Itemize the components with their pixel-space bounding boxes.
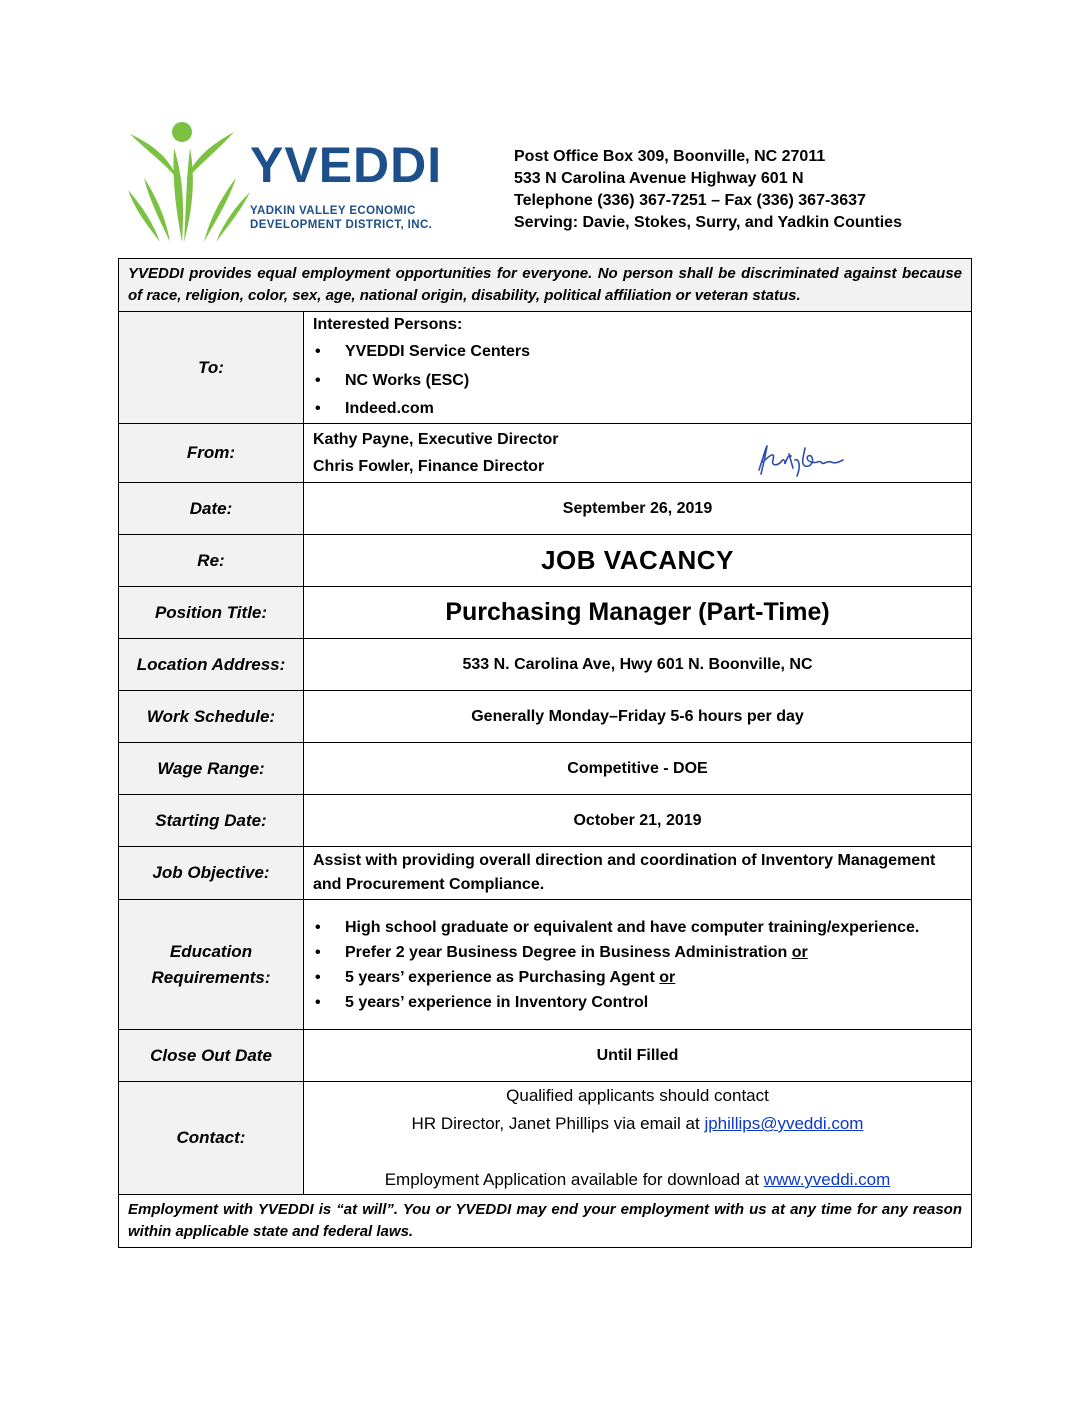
start-value: October 21, 2019 (304, 795, 972, 847)
at-will-notice (119, 1195, 972, 1248)
or-word: or (791, 943, 808, 961)
signature-icon (751, 440, 851, 480)
position-label: Position Title: (119, 587, 304, 639)
to-label: To: (119, 312, 304, 424)
notice-text: YVEDDI provides equal employment opportunities for everyone. No person shall be discriminated against because of race, religion, color, sex, age, national origin, disability, political affiliation or veteran status. (119, 259, 972, 312)
schedule-row (119, 691, 972, 743)
education-label-line1: Education (169, 941, 253, 961)
to-heading: Interested Persons: (313, 316, 463, 333)
list-item (313, 965, 962, 990)
contact-email-prefix: HR Director, Janet Phillips via email at (411, 1114, 700, 1133)
address-line: Telephone (336) 367-7251 – Fax (336) 367-3637 (514, 192, 866, 209)
education-label-line2: Requirements: (151, 967, 271, 987)
contact-line3 (304, 1166, 971, 1194)
education-list (313, 915, 962, 1015)
re-row (119, 535, 972, 587)
logo-subtitle-line2: DEVELOPMENT DISTRICT, INC. (250, 219, 433, 231)
location-label: Location Address: (119, 639, 304, 691)
address-line: Post Office Box 309, Boonville, NC 27011 (514, 148, 826, 165)
education-item-text: 5 years’ experience as Purchasing Agent (345, 968, 655, 986)
list-item: • High school graduate or equivalent and have computer training/experience. (313, 915, 962, 940)
leaf-figure-icon (126, 120, 250, 244)
education-row (119, 900, 972, 1030)
date-row (119, 483, 972, 535)
contact-line1: Qualified applicants should contact (506, 1086, 769, 1105)
to-value (304, 312, 972, 424)
email-link[interactable]: jphillips@yveddi.com (704, 1114, 864, 1133)
logo-name: YVEDDI (250, 137, 443, 193)
contact-spacer (304, 1138, 971, 1166)
list-item (313, 940, 962, 965)
contact-label: Contact: (119, 1082, 304, 1195)
close-row (119, 1030, 972, 1082)
logo-subtitle (250, 204, 432, 232)
address-line: Serving: Davie, Stokes, Surry, and Yadkin Counties (514, 214, 902, 231)
objective-row (119, 847, 972, 900)
from-value (304, 424, 972, 483)
wage-label: Wage Range: (119, 743, 304, 795)
application-prefix: Employment Application available for download at (384, 1170, 759, 1189)
re-label: Re: (119, 535, 304, 587)
date-value: September 26, 2019 (304, 483, 972, 535)
education-label (119, 900, 304, 1030)
location-value: 533 N. Carolina Ave, Hwy 601 N. Boonville, NC (304, 639, 972, 691)
education-value (304, 900, 972, 1030)
education-item-text: Prefer 2 year Business Degree in Business Administration (345, 943, 788, 961)
position-row (119, 587, 972, 639)
start-label: Starting Date: (119, 795, 304, 847)
contact-value (304, 1082, 972, 1195)
from-row (119, 424, 972, 483)
vacancy-table (118, 258, 972, 1248)
footer-text: Employment with YVEDDI is “at will”. You or YVEDDI may end your employment with us at any time for any reason within applicable state and federal laws. (119, 1195, 972, 1248)
objective-label: Job Objective: (119, 847, 304, 900)
office-address (514, 146, 902, 234)
wage-row (119, 743, 972, 795)
equal-opportunity-notice (119, 259, 972, 312)
yveddi-logo (126, 120, 456, 244)
logo-subtitle-line1: YADKIN VALLEY ECONOMIC (250, 205, 416, 217)
date-label: Date: (119, 483, 304, 535)
from-label: From: (119, 424, 304, 483)
objective-value: Assist with providing overall direction and coordination of Inventory Management and Procurement Compliance. (304, 847, 972, 900)
close-value: Until Filled (304, 1030, 972, 1082)
position-title: Purchasing Manager (Part-Time) (304, 587, 972, 639)
or-word: or (659, 968, 676, 986)
schedule-value: Generally Monday–Friday 5-6 hours per day (304, 691, 972, 743)
recipient-list (313, 337, 962, 422)
location-row (119, 639, 972, 691)
wage-value: Competitive - DOE (304, 743, 972, 795)
list-item: • Indeed.com (313, 395, 962, 422)
list-item: • 5 years’ experience in Inventory Control (313, 990, 962, 1015)
schedule-label: Work Schedule: (119, 691, 304, 743)
start-row (119, 795, 972, 847)
list-item: • NC Works (ESC) (313, 366, 962, 395)
from-line: Kathy Payne, Executive Director (313, 431, 559, 448)
list-item: • YVEDDI Service Centers (313, 337, 962, 366)
address-line: 533 N Carolina Avenue Highway 601 N (514, 170, 804, 187)
website-link[interactable]: www.yveddi.com (763, 1170, 891, 1189)
contact-line2 (304, 1110, 971, 1138)
close-label: Close Out Date (119, 1030, 304, 1082)
re-value: JOB VACANCY (304, 535, 972, 587)
to-row (119, 312, 972, 424)
contact-row (119, 1082, 972, 1195)
from-line: Chris Fowler, Finance Director (313, 458, 545, 475)
